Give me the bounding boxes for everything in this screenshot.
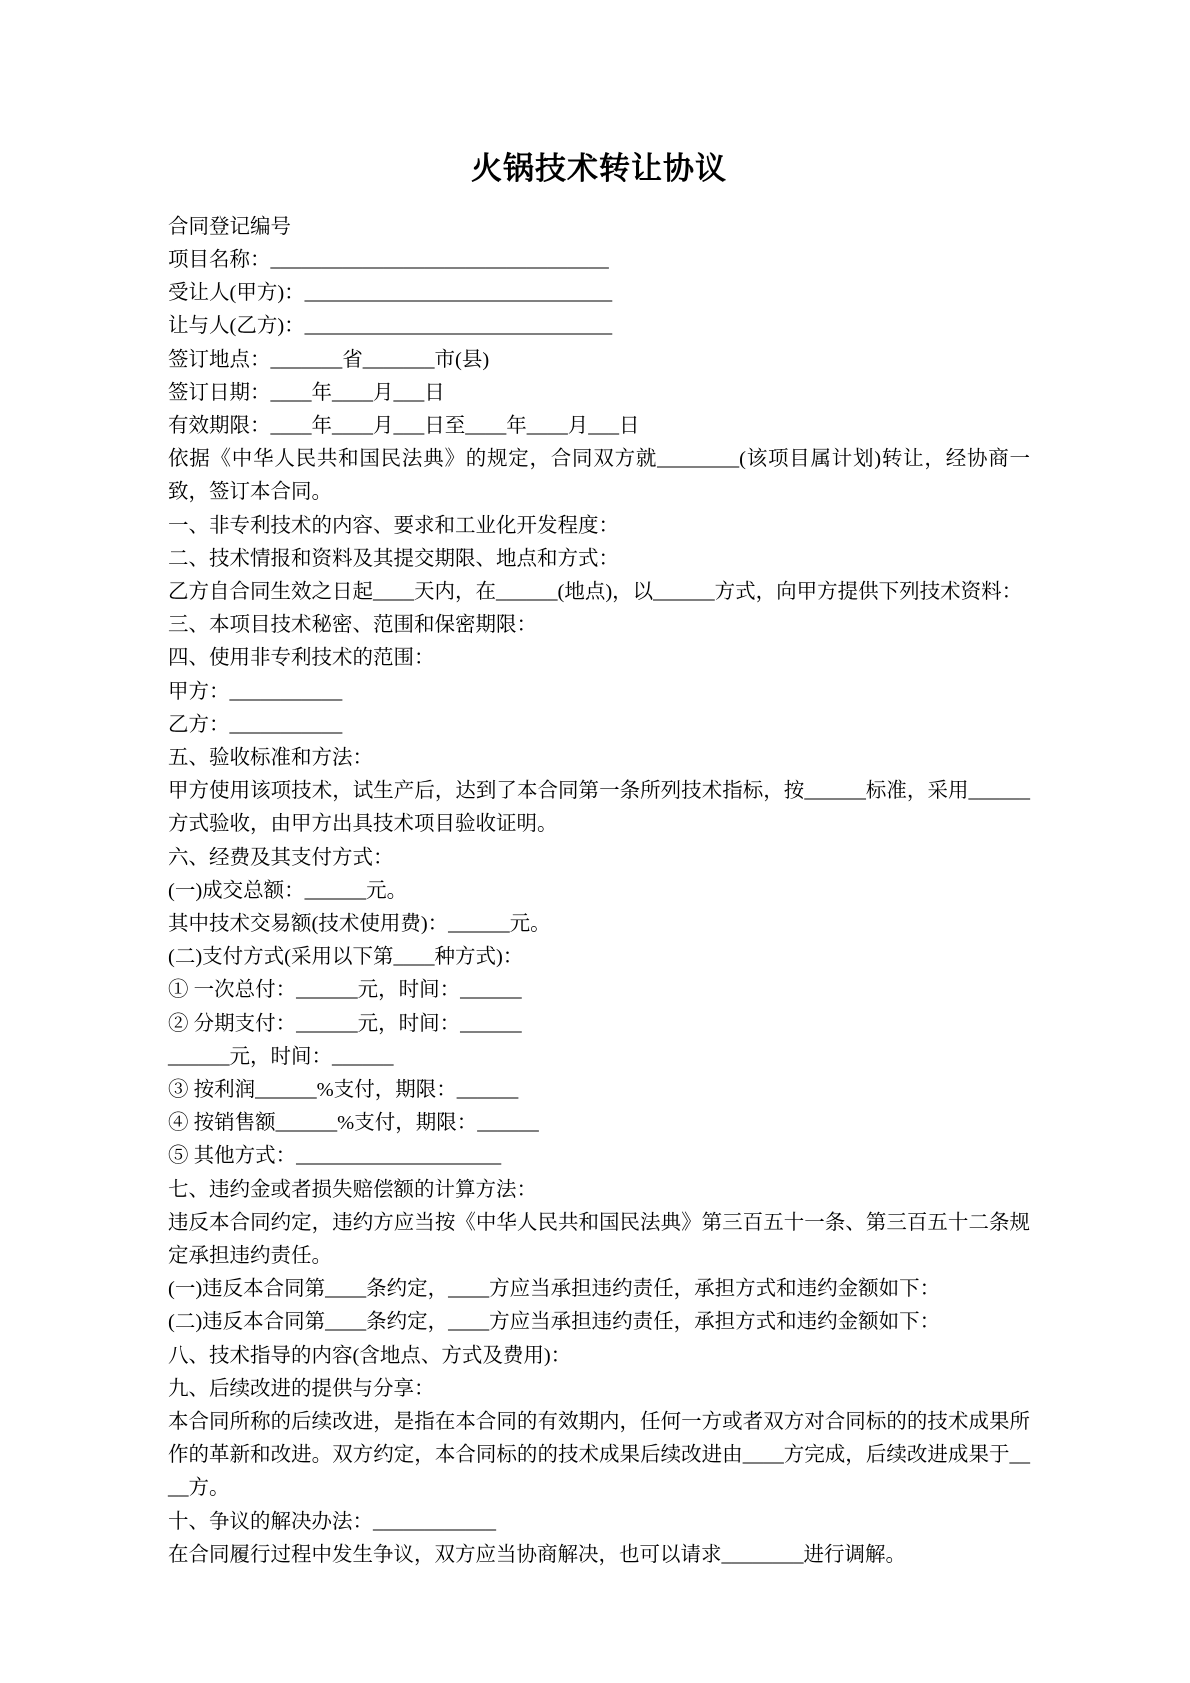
paragraph-breach-item-2: (二)违反本合同第____条约定，____方应当承担违约责任，承担方式和违约金额如下： [168, 1311, 941, 1334]
paragraph-breach-item-1: (一)违反本合同第____条约定，____方应当承担违约责任，承担方式和违约金额如下： [168, 1278, 941, 1301]
paragraph-clause-5-detail: 甲方使用该项技术，试生产后，达到了本合同第一条所列技术指标，按______标准，采用______方式验收，由甲方出具技术项目验收证明。 [168, 780, 1030, 836]
paragraph-clause-8: 八、技术指导的内容(含地点、方式及费用)： [168, 1344, 572, 1367]
paragraph-clause-5: 五、验收标准和方法： [168, 747, 373, 769]
page-title: 火锅技术转让协议 [471, 151, 727, 186]
paragraph-clause-7-detail: 违反本合同约定，违约方应当按《中华人民共和国民法典》第三百五十一条、第三百五十二条规定承担违约责任。 [168, 1211, 1030, 1268]
paragraph-clause-7: 七、违约金或者损失赔偿额的计算方法： [168, 1178, 537, 1201]
paragraph-party-a-scope: 甲方：___________ [168, 680, 343, 703]
paragraph-clause-10-detail: 在合同履行过程中发生争议，双方应当协商解决，也可以请求________进行调解。 [168, 1543, 906, 1566]
paragraph-clause-6: 六、经费及其支付方式： [168, 846, 394, 869]
paragraph-clause-1: 一、非专利技术的内容、要求和工业化开发程度： [168, 514, 619, 537]
paragraph-contract-number: 合同登记编号 [168, 215, 291, 238]
paragraph-clause-3: 三、本项目技术秘密、范围和保密期限： [168, 614, 537, 637]
paragraph-payment-option-5: ⑤ 其他方式：____________________ [168, 1145, 502, 1168]
paragraph-total-amount: (一)成交总额：______元。 [168, 879, 408, 902]
paragraph-signing-place: 签订地点：_______省_______市(县) [168, 348, 490, 371]
paragraph-project-name: 项目名称：_________________________________ [168, 248, 609, 271]
paragraph-payment-option-3: ③ 按利润______%支付，期限：______ [168, 1079, 519, 1102]
paragraph-transferee: 受让人(甲方)：______________________________ [168, 282, 613, 305]
document-body [168, 211, 1030, 1572]
paragraph-valid-period: 有效期限：____年____月___日至____年____月___日 [168, 414, 640, 437]
paragraph-payment-option-1: ① 一次总付：______元，时间：______ [168, 979, 522, 1002]
paragraph-signing-date: 签订日期：____年____月___日 [168, 381, 445, 404]
paragraph-preamble: 依据《中华人民共和国民法典》的规定，合同双方就________(该项目属计划)转让，经协商一致，签订本合同。 [168, 448, 1030, 504]
paragraph-clause-9-detail: 本合同所称的后续改进，是指在本合同的有效期内，任何一方或者双方对合同标的的技术成果所作的革新和改进。双方约定，本合同标的的技术成果后续改进由____方完成，后续改进成果于____方。 [168, 1411, 1030, 1500]
paragraph-clause-2: 二、技术情报和资料及其提交期限、地点和方式： [168, 547, 619, 570]
paragraph-clause-10: 十、争议的解决办法：____________ [168, 1510, 496, 1533]
paragraph-tech-fee: 其中技术交易额(技术使用费)：______元。 [168, 913, 551, 936]
paragraph-payment-option-2-cont: ______元，时间：______ [168, 1045, 394, 1068]
paragraph-payment-method: (二)支付方式(采用以下第____种方式)： [168, 946, 524, 969]
paragraph-clause-4: 四、使用非专利技术的范围： [168, 647, 435, 670]
paragraph-transferor: 让与人(乙方)：______________________________ [168, 315, 613, 338]
paragraph-party-b-scope: 乙方：___________ [168, 713, 343, 736]
paragraph-payment-option-2: ② 分期支付：______元，时间：______ [168, 1012, 522, 1035]
paragraph-payment-option-4: ④ 按销售额______%支付，期限：______ [168, 1112, 539, 1135]
paragraph-clause-9: 九、后续改进的提供与分享： [168, 1377, 435, 1400]
paragraph-clause-2-detail: 乙方自合同生效之日起____天内，在______(地点)，以______方式，向甲方提供下列技术资料： [168, 580, 1023, 603]
